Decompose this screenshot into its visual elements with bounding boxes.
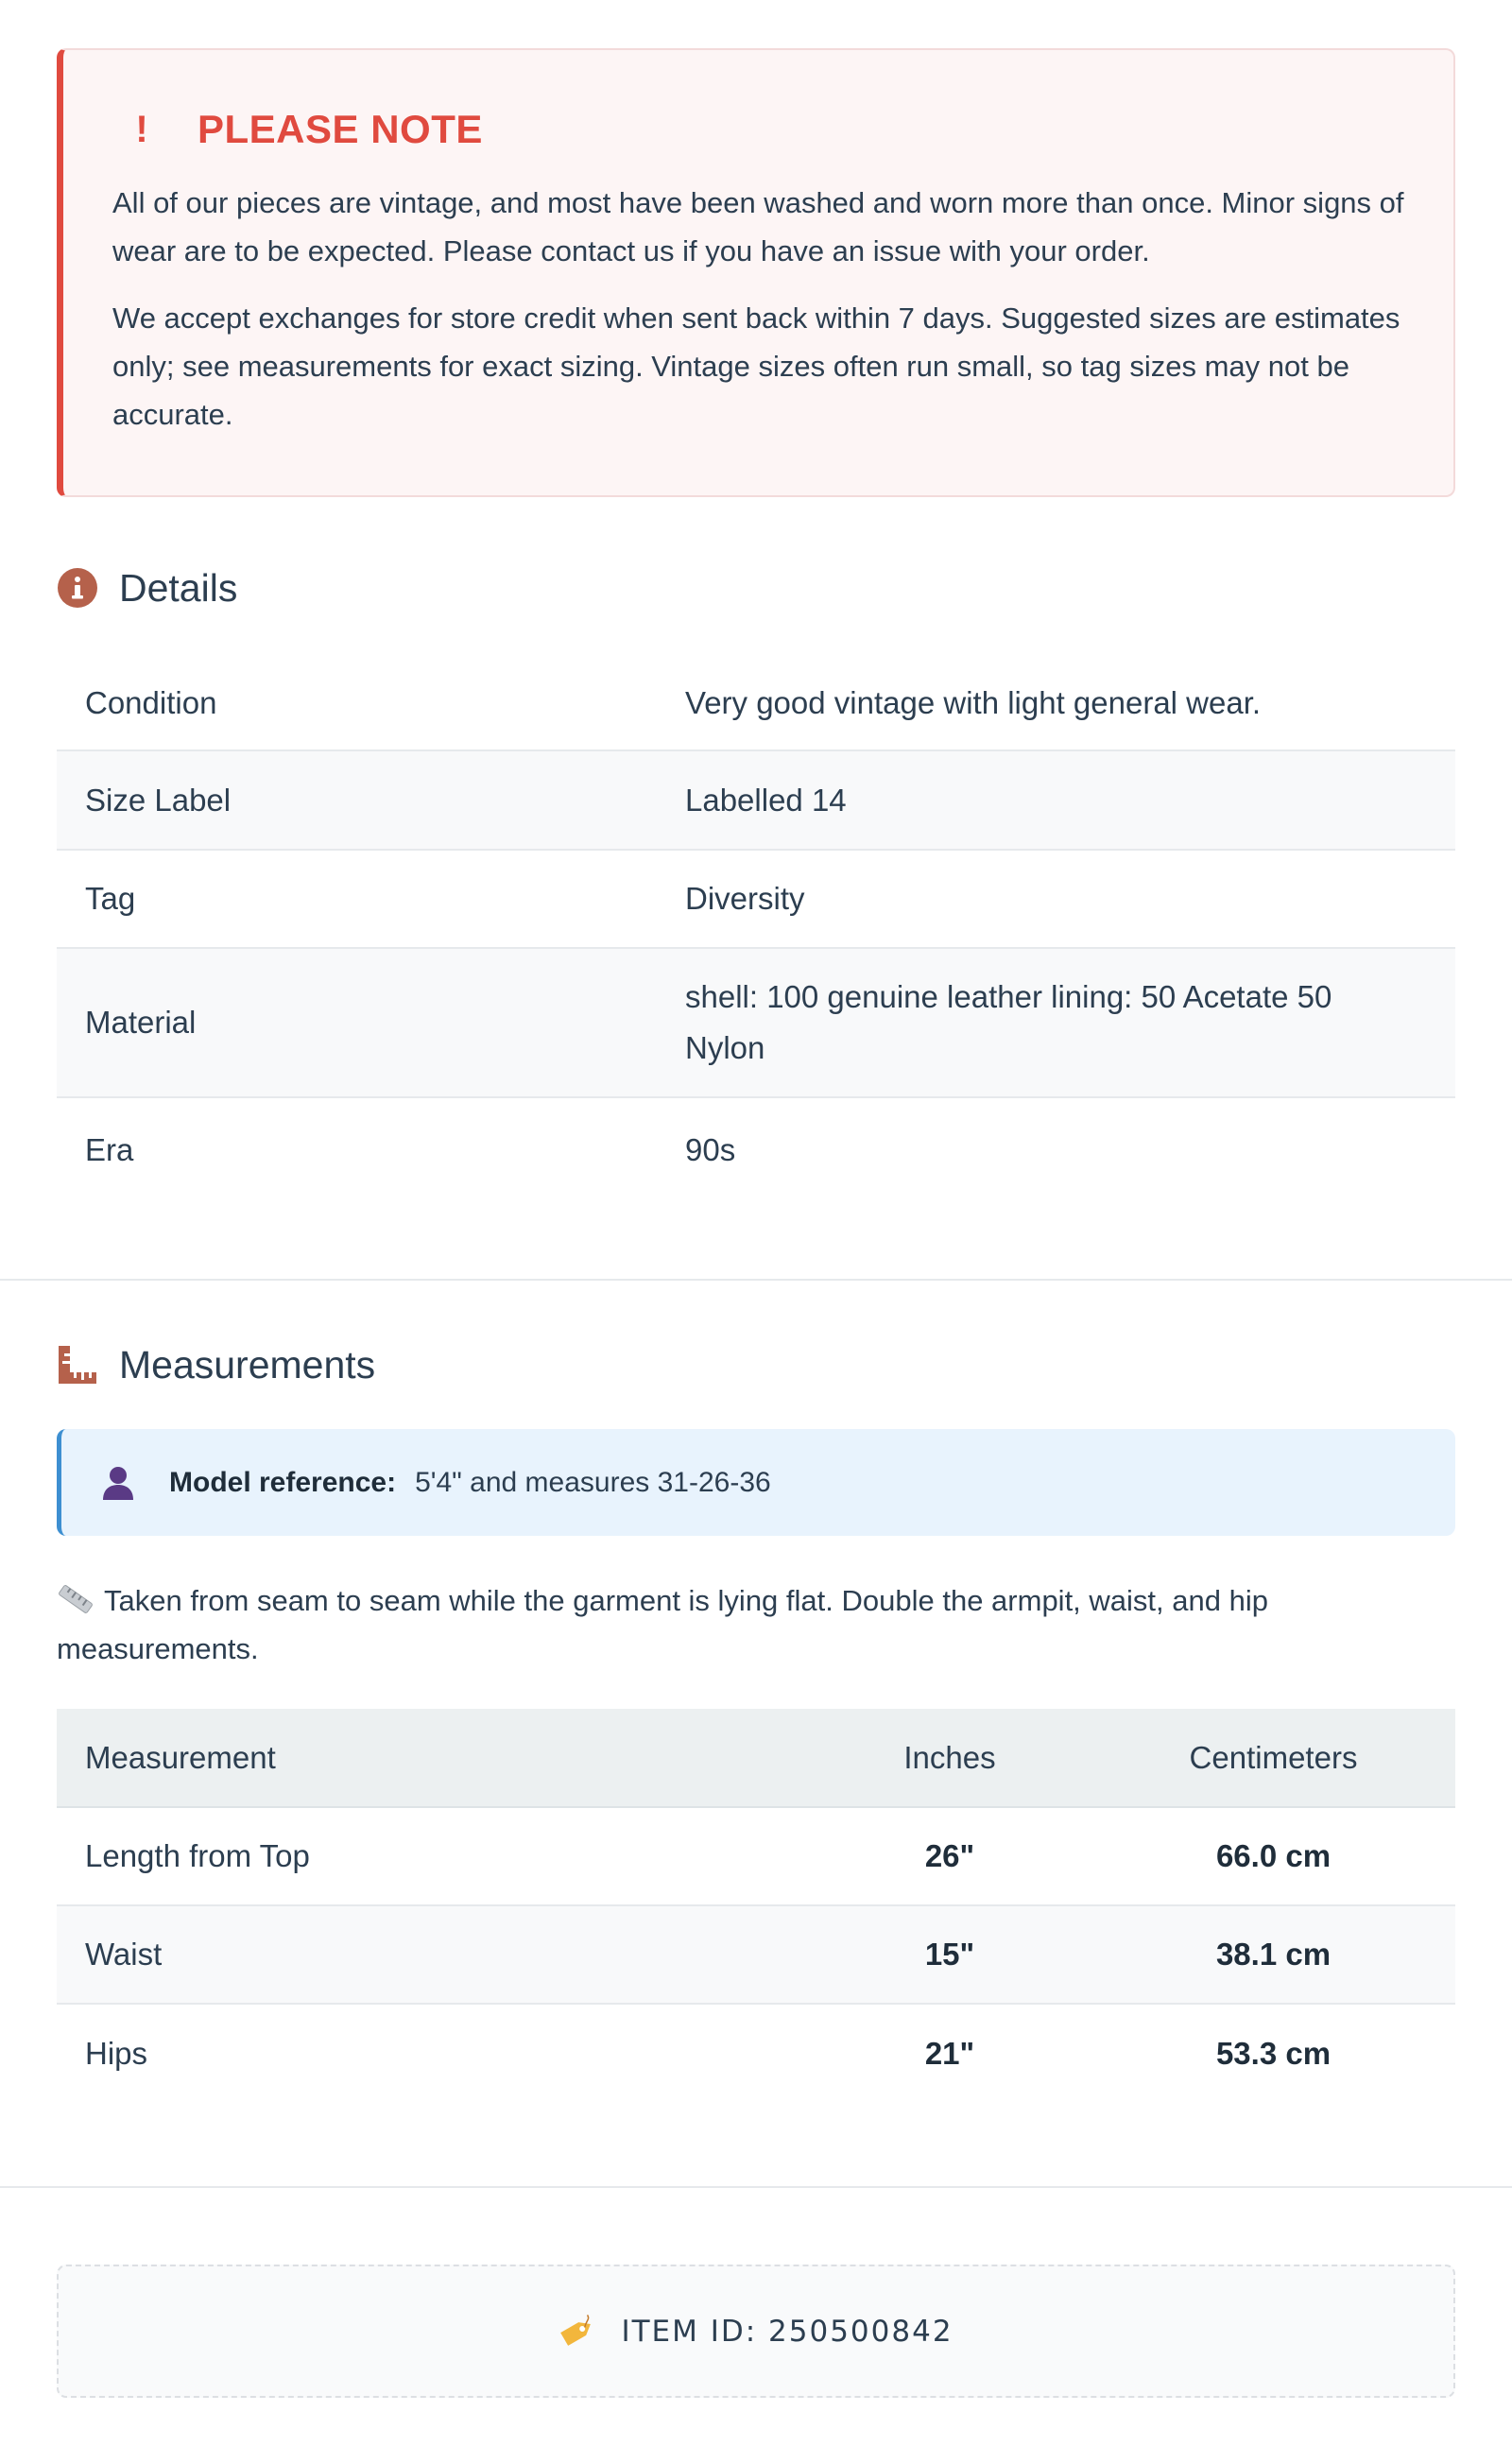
model-reference-box: [57, 1429, 1455, 1536]
measurement-inches: 26": [924, 1838, 975, 1873]
measurements-header-row: [57, 1709, 1455, 1808]
notice-header: [112, 101, 1406, 158]
measurements-title: Measurements: [119, 1342, 376, 1387]
model-reference-label: Model reference:: [169, 1466, 397, 1498]
ruler-icon: [57, 1344, 98, 1386]
measurement-name: Length from Top: [85, 1838, 310, 1873]
measurement-note: [57, 1576, 1418, 1673]
detail-value: Very good vintage with light general wear.: [685, 685, 1262, 720]
detail-value: Labelled 14: [685, 782, 847, 818]
table-row: [57, 1808, 1455, 1906]
details-row: [57, 751, 1455, 851]
detail-label: Tag: [85, 881, 136, 916]
detail-label: Condition: [85, 685, 217, 720]
measurement-cm: 66.0 cm: [1215, 1838, 1332, 1873]
measurement-cm: 38.1 cm: [1215, 1937, 1332, 1972]
notice-title: PLEASE NOTE: [198, 107, 483, 151]
notice-paragraph-2: We accept exchanges for store credit when sent back within 7 days. Suggested sizes are estimates only; see measurements for exact sizing. Vintage sizes often run small, so tag sizes may not be accurate.: [112, 301, 1400, 431]
ruler-pencil-icon: [57, 1579, 94, 1604]
measurements-heading: [57, 1336, 375, 1393]
exclamation-icon: !: [135, 108, 148, 150]
details-row: [57, 1098, 1455, 1202]
measurement-inches: 15": [924, 1937, 975, 1972]
details-row: [57, 949, 1455, 1098]
detail-label: Material: [85, 1005, 197, 1040]
table-row: [57, 2005, 1455, 2103]
detail-value: Diversity: [685, 881, 805, 916]
user-icon: [99, 1464, 137, 1502]
detail-value: 90s: [685, 1132, 736, 1167]
please-note-box: [57, 48, 1455, 497]
measurement-note-text: Taken from seam to seam while the garment is lying flat. Double the armpit, waist, and hip measurements.: [57, 1584, 1268, 1665]
measurement-inches: 21": [924, 2036, 975, 2071]
details-row: [57, 657, 1455, 751]
tag-icon: [558, 2315, 596, 2349]
measurement-name: Waist: [85, 1937, 163, 1972]
details-row: [57, 851, 1455, 949]
detail-label: Era: [85, 1132, 134, 1167]
section-divider: [0, 1279, 1512, 1281]
table-row: [57, 1906, 1455, 2005]
measurement-cm: 53.3 cm: [1215, 2036, 1332, 2071]
details-table: [57, 657, 1455, 1202]
header-centimeters: Centimeters: [1189, 1739, 1358, 1775]
model-reference-value: 5'4" and measures 31-26-36: [415, 1466, 771, 1498]
header-inches: Inches: [903, 1739, 996, 1775]
header-measurement: Measurement: [85, 1739, 276, 1775]
item-id-box: [57, 2265, 1455, 2398]
detail-label: Size Label: [85, 782, 232, 818]
details-title: Details: [119, 565, 238, 610]
details-heading: [57, 560, 237, 616]
info-circle-icon: [57, 567, 98, 609]
measurement-name: Hips: [85, 2036, 148, 2071]
measurements-body: [57, 1808, 1455, 2103]
section-divider: [0, 2186, 1512, 2188]
notice-paragraph-1: All of our pieces are vintage, and most have been washed and worn more than once. Minor signs of wear are to be expected. Please contact us if you have an issue with your order.: [112, 186, 1404, 267]
measurements-table: [57, 1709, 1455, 2103]
detail-value: shell: 100 genuine leather lining: 50 Acetate 50 Nylon: [685, 979, 1332, 1065]
item-id-text: ITEM ID: 250500842: [621, 2314, 954, 2349]
